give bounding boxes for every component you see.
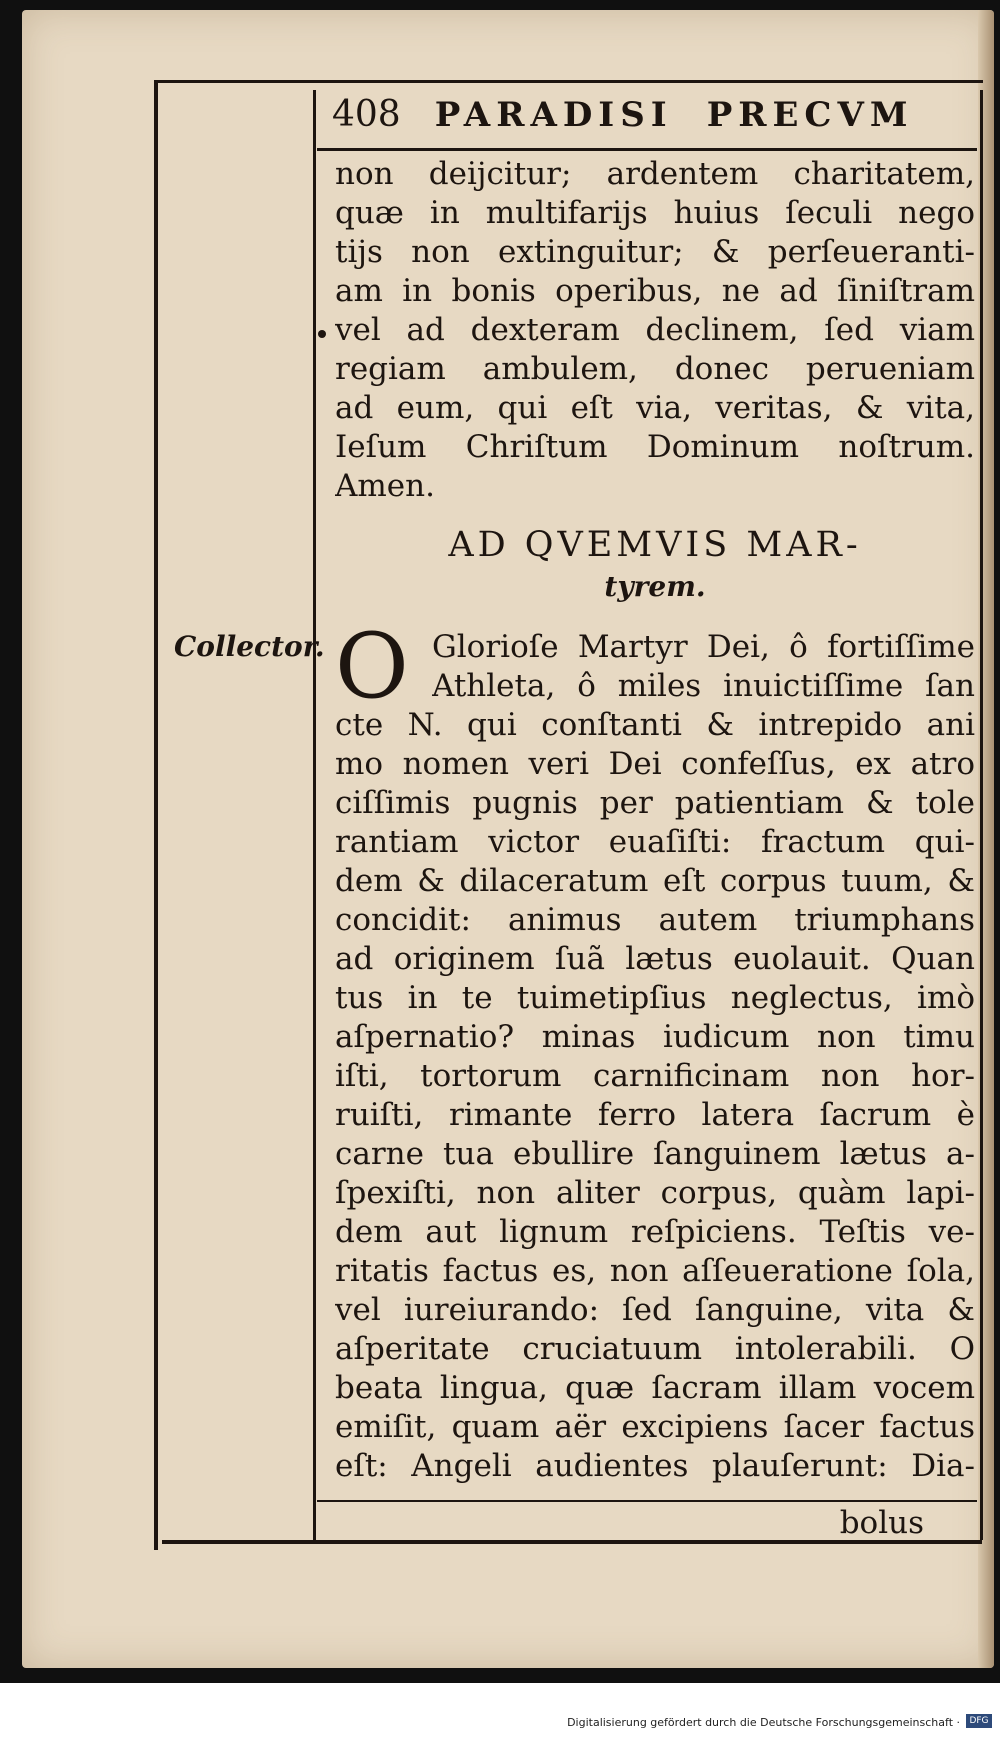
right-rule [980,90,983,1540]
text-line: mo nomen veri Dei confeſſus, ex atro [335,746,975,782]
body-text-main [335,706,975,1486]
text-line: am in bonis operibus, ne ad ſiniſtram [335,273,975,309]
text-line: aſperitate cruciatuum intolerabili. O [335,1331,975,1367]
text-line: ritatis factus es, non aſſeueratione ſola, [335,1253,975,1289]
header-underline [317,148,977,151]
text-line: quæ in multifarijs huius ſeculi nego [335,195,975,231]
text-line: ad originem ſuã lætus euolauit. Quan [335,941,975,977]
text-line: beata lingua, quæ ſacram illam vocem [335,1370,975,1406]
running-title [435,95,914,135]
text-line: tus in te tuimetipſius neglectus, imò [335,980,975,1016]
text-line: eſt: Angeli audientes plauſerunt: Dia- [335,1448,975,1484]
text-line: Glorioſe Martyr Dei, ô fortiſſime [432,629,975,665]
text-line: Athleta, ô miles inuictiſſime ſan [432,668,975,704]
text-line: rantiam victor euaſiſti: fractum qui- [335,824,975,860]
top-rule [157,80,983,83]
text-line: regiam ambulem, donec perueniam [335,351,975,387]
text-line: concidit: animus autem triumphans [335,902,975,938]
section-heading: AD QVEMVIS MAR- [448,525,862,565]
text-line: aſpernatio? minas iudicum non timu [335,1019,975,1055]
book-page [22,10,994,1668]
funding-credit: Digitalisierung gefördert durch die Deutsche Forschungsgemeinschaft · [567,1716,960,1729]
margin-note: Collector. [174,630,325,663]
text-line: ciſſimis pugnis per patientiam & tole [335,785,975,821]
text-line: emiſit, quam aër excipiens ſacer factus [335,1409,975,1445]
text-line: dem aut lignum reſpiciens. Teſtis ve- [335,1214,975,1250]
dfg-logo: DFG [966,1714,992,1728]
drop-cap: O [335,614,409,719]
running-title-left: PARADISI [434,95,673,135]
bottom-text-rule [317,1500,977,1502]
text-line: vel iureiurando: ſed ſanguine, vita & [335,1292,975,1328]
text-line: iſti, tortorum carnificinam non hor- [335,1058,975,1094]
text-left-rule [313,90,316,1540]
drop-cap-lines [432,628,975,706]
running-header [332,94,972,142]
left-margin-rule [154,80,158,1550]
text-line: non deijcitur; ardentem charitatem, [335,156,975,192]
text-line: Amen. [335,468,435,504]
body-text-top [335,155,975,506]
text-line: cte N. qui conſtanti & intrepido ani [335,707,975,743]
margin-dot [318,330,326,338]
section-heading-continuation: tyrem. [604,570,706,603]
text-line: ruiſti, rimante ferro latera ſacrum è [335,1097,975,1133]
text-line: carne tua ebullire ſanguinem lætus a- [335,1136,975,1172]
text-line: dem & dilaceratum eſt corpus tuum, & [335,863,975,899]
text-line: ſpexiſti, non aliter corpus, quàm lapi- [335,1175,975,1211]
text-line: Ieſum Chriſtum Dominum noſtrum. [335,429,975,465]
catchword: bolus [839,1505,924,1541]
text-line: ad eum, qui eſt via, veritas, & vita, [335,390,975,426]
text-line: vel ad dexteram declinem, ſed viam [335,312,975,348]
page-number: 408 [332,94,401,135]
running-title-right: PRECVM [706,95,914,135]
text-line: tijs non extinguitur; & perſeueranti- [335,234,975,270]
